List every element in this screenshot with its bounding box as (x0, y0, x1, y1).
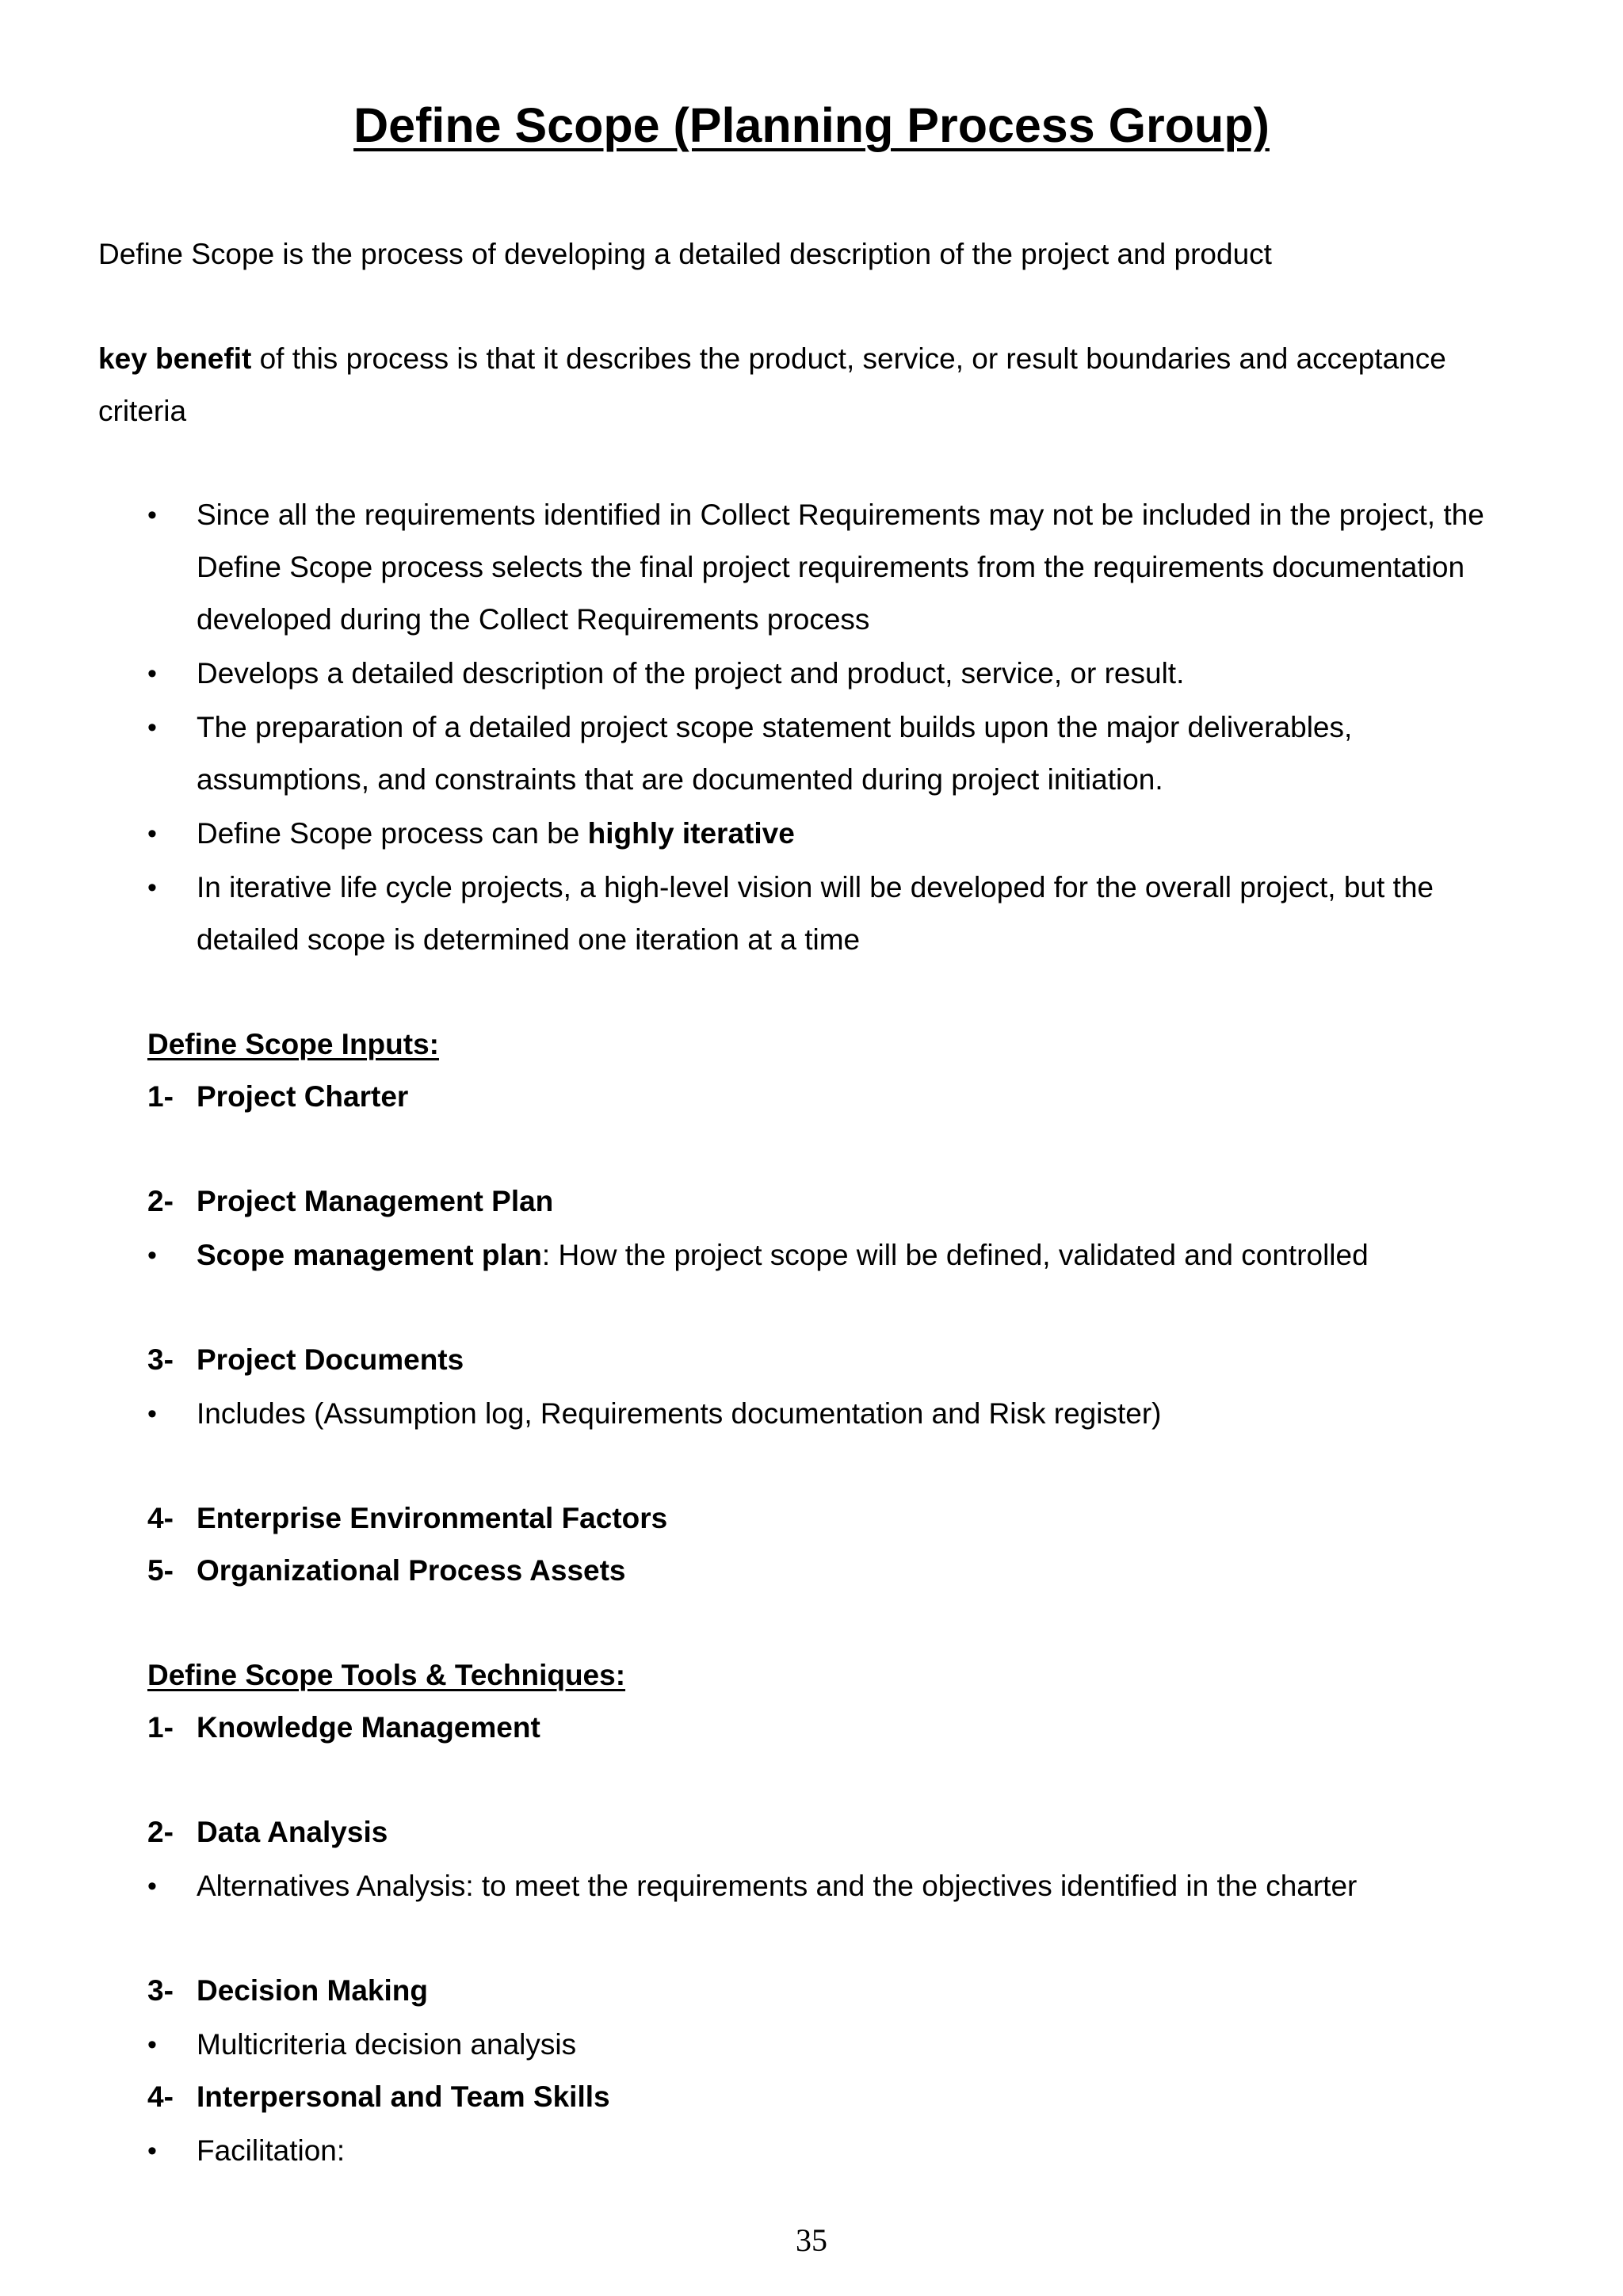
bullet-text-line: Since all the requirements identified in Collect Requirements may not be included in the project, the (197, 499, 1484, 531)
scope-plan-label: Scope management plan (197, 1239, 542, 1271)
item-label: Project Charter (197, 1080, 409, 1113)
item-number: 1- (147, 1711, 174, 1744)
bullet-text-line: Alternatives Analysis: to meet the requirements and the objectives identified in the charter (197, 1870, 1358, 1902)
key-benefit-text: of this process is that it describes the product, service, or result boundaries and acceptance (251, 342, 1446, 375)
bullet-icon: • (147, 1871, 157, 1901)
bullet-text-line: Define Scope process selects the final project requirements from the requirements documentation (197, 551, 1465, 583)
bullet-text-line: The preparation of a detailed project scope statement builds upon the major deliverables, (197, 711, 1353, 743)
tools-heading: Define Scope Tools & Techniques: (147, 1659, 626, 1691)
bullet-text-line: Multicriteria decision analysis (197, 2028, 577, 2061)
item-number: 3- (147, 1974, 174, 2007)
item-number: 1- (147, 1080, 174, 1113)
bullet-text-line: Facilitation: (197, 2134, 346, 2167)
intro-paragraph: Define Scope is the process of developing a detailed description of the project and product (98, 238, 1272, 270)
bullet-icon: • (147, 819, 157, 849)
item-label: Project Documents (197, 1343, 464, 1376)
page-title: Define Scope (Planning Process Group) (353, 98, 1270, 152)
item-number: 2- (147, 1185, 174, 1217)
item-label: Enterprise Environmental Factors (197, 1502, 668, 1534)
bullet-icon: • (147, 873, 157, 903)
item-label: Data Analysis (197, 1816, 388, 1848)
bullet-plain-text: Define Scope process can be (197, 817, 588, 850)
item-label: Project Management Plan (197, 1185, 554, 1217)
item-number: 4- (147, 2080, 174, 2113)
scope-plan-text: : How the project scope will be defined, validated and controlled (541, 1239, 1369, 1271)
bullet-text-line: In iterative life cycle projects, a high-level vision will be developed for the overall project, but the (197, 871, 1434, 904)
bullet-icon: • (147, 1399, 157, 1429)
item-number: 4- (147, 1502, 174, 1534)
item-label: Organizational Process Assets (197, 1554, 626, 1587)
bullet-text-line (197, 1229, 1369, 1282)
item-label: Knowledge Management (197, 1711, 540, 1744)
bullet-text-line: Includes (Assumption log, Requirements documentation and Risk register) (197, 1397, 1162, 1430)
bullet-icon: • (147, 1240, 157, 1270)
item-label: Decision Making (197, 1974, 428, 2007)
page-number: 35 (796, 2222, 827, 2258)
key-benefit-line-2: criteria (98, 395, 187, 427)
bullet-icon: • (147, 712, 157, 743)
bullet-text-line: detailed scope is determined one iteration at a time (197, 923, 861, 956)
inputs-heading: Define Scope Inputs: (147, 1028, 439, 1060)
bullet-text-line: assumptions, and constraints that are documented during project initiation. (197, 763, 1163, 796)
bullet-text-line: Develops a detailed description of the project and product, service, or result. (197, 657, 1185, 690)
item-number: 2- (147, 1816, 174, 1848)
bullet-icon: • (147, 500, 157, 530)
bullet-icon: • (147, 2030, 157, 2060)
bullet-icon: • (147, 659, 157, 689)
item-number: 5- (147, 1554, 174, 1587)
key-benefit-line-1 (98, 333, 1446, 385)
bullet-text-line: developed during the Collect Requirements process (197, 603, 870, 636)
key-benefit-label: key benefit (98, 342, 252, 375)
bullet-bold-text: highly iterative (587, 817, 795, 850)
bullet-text-line (197, 808, 795, 860)
item-number: 3- (147, 1343, 174, 1376)
bullet-icon: • (147, 2136, 157, 2166)
item-label: Interpersonal and Team Skills (197, 2080, 610, 2113)
